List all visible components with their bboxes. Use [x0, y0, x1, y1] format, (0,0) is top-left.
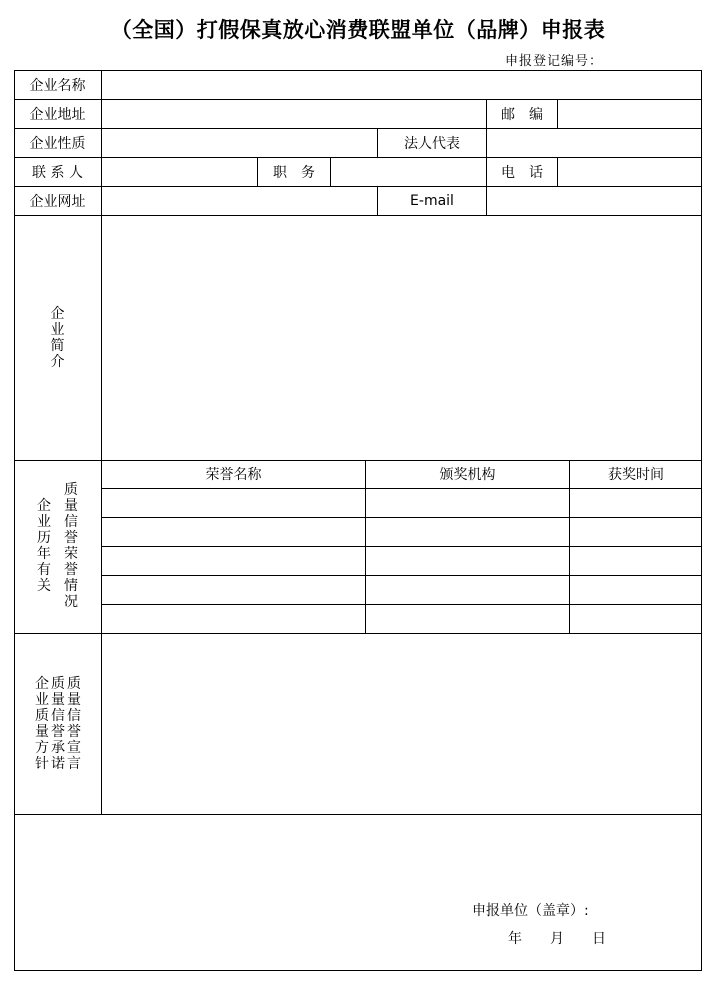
page-title: （全国）打假保真放心消费联盟单位（品牌）申报表: [110, 18, 606, 42]
website-label: 企业网址: [29, 193, 86, 210]
label-char: 质: [35, 708, 49, 724]
label-char: 年: [37, 546, 51, 562]
quality-declaration-label: [66, 676, 82, 772]
label-char: 信: [51, 708, 65, 724]
honor-name-cell[interactable]: [102, 605, 365, 633]
label-char: 简: [50, 337, 65, 354]
award-org-cell[interactable]: [366, 518, 569, 546]
award-org-cell[interactable]: [366, 605, 569, 633]
honor-name-cell[interactable]: [102, 576, 365, 604]
company-name-field[interactable]: [102, 71, 701, 99]
label-char: 企: [35, 676, 49, 692]
label-char: 企: [37, 498, 51, 514]
date-label: 年 月 日: [508, 931, 606, 947]
honors-label-col1: [36, 498, 52, 594]
position-label: 职 务: [273, 164, 315, 181]
label-char: 企: [50, 305, 65, 322]
label-char: 量: [64, 498, 78, 514]
label-char: 质: [64, 482, 78, 498]
label-char: 况: [64, 594, 78, 610]
postal-code-field[interactable]: [558, 100, 701, 128]
label-char: 情: [64, 578, 78, 594]
company-intro-field[interactable]: [102, 216, 701, 460]
label-char: 言: [67, 756, 81, 772]
label-char: 有: [37, 562, 51, 578]
company-name-label: 企业名称: [29, 77, 86, 94]
label-char: 业: [50, 321, 65, 338]
legal-rep-field[interactable]: [487, 129, 701, 157]
label-char: 誉: [51, 724, 65, 740]
company-nature-field[interactable]: [102, 129, 377, 157]
award-date-cell[interactable]: [570, 576, 701, 604]
award-date-cell[interactable]: [570, 518, 701, 546]
label-char: 针: [35, 756, 49, 772]
label-char: 质: [51, 676, 65, 692]
award-date-cell[interactable]: [570, 489, 701, 517]
honor-name-cell[interactable]: [102, 489, 365, 517]
label-char: 量: [67, 692, 81, 708]
declaring-unit-label: 申报单位（盖章）:: [472, 903, 589, 919]
award-org-header: 颁奖机构: [439, 467, 496, 483]
label-char: 承: [51, 740, 65, 756]
label-char: 誉: [64, 530, 78, 546]
quality-commitment-label: [50, 676, 66, 772]
label-char: 诺: [51, 756, 65, 772]
label-char: 业: [35, 692, 49, 708]
label-char: 业: [37, 514, 51, 530]
registration-number-label: 申报登记编号：: [505, 54, 604, 69]
phone-field[interactable]: [558, 158, 701, 186]
label-char: 宣: [67, 740, 81, 756]
honor-name-header: 荣誉名称: [205, 467, 262, 483]
label-char: 信: [67, 708, 81, 724]
email-label: E-mail: [410, 192, 454, 209]
company-nature-label: 企业性质: [29, 135, 86, 152]
label-char: 方: [35, 740, 49, 756]
honors-label-col2: [63, 482, 79, 610]
award-org-cell[interactable]: [366, 489, 569, 517]
label-char: 誉: [67, 724, 81, 740]
legal-rep-label: 法人代表: [404, 135, 460, 152]
postal-code-label: 邮 编: [501, 106, 543, 123]
quality-policy-label: [34, 676, 50, 772]
honor-name-cell[interactable]: [102, 518, 365, 546]
label-char: 质: [67, 676, 81, 692]
label-char: 誉: [64, 562, 78, 578]
phone-label: 电 话: [501, 164, 543, 181]
label-char: 关: [37, 578, 51, 594]
label-char: 量: [51, 692, 65, 708]
website-field[interactable]: [102, 187, 377, 215]
label-char: 历: [37, 530, 51, 546]
label-char: 信: [64, 514, 78, 530]
label-char: 量: [35, 724, 49, 740]
award-org-cell[interactable]: [366, 547, 569, 575]
award-date-cell[interactable]: [570, 547, 701, 575]
company-address-label: 企业地址: [29, 106, 86, 123]
award-org-cell[interactable]: [366, 576, 569, 604]
quality-commitment-field[interactable]: [102, 634, 701, 814]
award-date-cell[interactable]: [570, 605, 701, 633]
email-field[interactable]: [487, 187, 701, 215]
company-address-field[interactable]: [102, 100, 486, 128]
company-intro-label: [14, 215, 101, 460]
label-char: 介: [50, 353, 65, 370]
honor-name-cell[interactable]: [102, 547, 365, 575]
award-date-header: 获奖时间: [608, 467, 664, 483]
contact-person-label: 联 系 人: [32, 164, 83, 181]
position-field[interactable]: [331, 158, 486, 186]
contact-person-field[interactable]: [102, 158, 257, 186]
label-char: 荣: [64, 546, 78, 562]
